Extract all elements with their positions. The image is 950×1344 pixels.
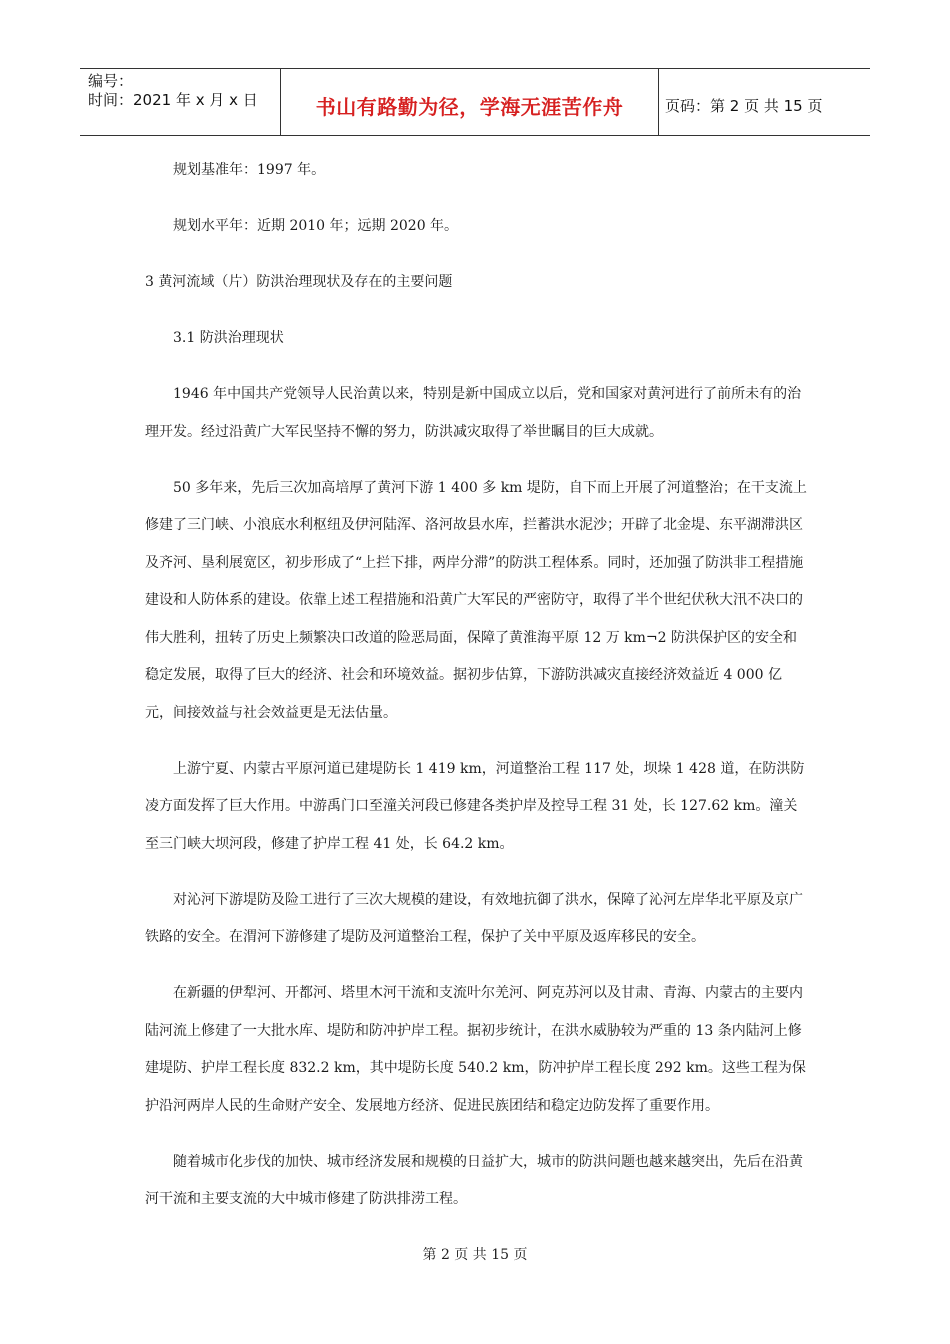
paragraph-2: 50 多年来，先后三次加高培厚了黄河下游 1 400 多 km 堤防，自下而上开展了河道整治；在干支流上修建了三门峡、小浪底水利枢纽及伊河陆浑、洛河故县水库，拦蓄洪水泥沙；开辟了北金堤、东平湖滞洪区及齐河、垦利展宽区，初步形成了“上拦下排，两岸分滞”的防洪工程体系。同时，还加强了防洪非工程措施建设和人防体系的建设。依靠上述工程措施和沿黄广大军民的严密防守，取得了半个世纪伏秋大汛不决口的伟大胜利，扭转了历史上频繁决口改道的险恶局面，保障了黄淮海平原 12 万 km¬2 防洪保护区的安全和稳定发展，取得了巨大的经济、社会和环境效益。据初步估算，下游防洪减灾直接经济效益近 4 000 亿元，间接效益与社会效益更是无法估量。 [145, 479, 807, 721]
base-year-line: 规划基准年：1997 年。 [173, 162, 326, 178]
document-body [145, 152, 807, 1219]
header-page-number: 页码：第 2 页 共 15 页 [665, 96, 823, 115]
paragraph-6: 随着城市化步伐的加快、城市经济发展和规模的日益扩大，城市的防洪问题也越来越突出，先后在沿黄河干流和主要支流的大中城市修建了防洪排涝工程。 [145, 1153, 803, 1207]
section-heading-3-1: 3.1 防洪治理现状 [173, 330, 284, 346]
header-meta [80, 69, 281, 135]
paragraph-3: 上游宁夏、内蒙古平原河道已建堤防长 1 419 km，河道整治工程 117 处，坝垛 1 428 道，在防洪防凌方面发挥了巨大作用。中游禹门口至潼关河段已修建各类护岸及控导工程 31 处，长 127.62 km。潼关至三门峡大坝河段，修建了护岸工程 41 处，长 64.2 km。 [145, 760, 805, 852]
paragraph-5: 在新疆的伊犁河、开都河、塔里木河干流和支流叶尔羌河、阿克苏河以及甘肃、青海、内蒙古的主要内陆河流上修建了一大批水库、堤防和防冲护岸工程。据初步统计，在洪水威胁较为严重的 13 条内陆河上修建堤防、护岸工程长度 832.2 km，其中堤防长度 540.2 km，防冲护岸工程长度 292 km。这些工程为保护沿河两岸人民的生命财产安全、发展地方经济、促进民族团结和稳定边防发挥了重要作用。 [145, 985, 806, 1114]
paragraph-1: 1946 年中国共产党领导人民治黄以来，特别是新中国成立以后，党和国家对黄河进行了前所未有的治理开发。经过沿黄广大军民坚持不懈的努力，防洪减灾取得了举世瞩目的巨大成就。 [145, 386, 802, 440]
document-number-label: 编号： [88, 72, 134, 90]
paragraph-4: 对沁河下游堤防及险工进行了三次大规模的建设，有效地抗御了洪水，保障了沁河左岸华北平原及京广铁路的安全。在渭河下游修建了堤防及河道整治工程，保护了关中平原及返库移民的安全。 [145, 891, 803, 945]
target-year-line: 规划水平年：近期 2010 年；远期 2020 年。 [173, 218, 459, 234]
document-date: 时间：2021 年 x 月 x 日 [88, 91, 258, 109]
header-motto: 书山有路勤为径，学海无涯苦作舟 [281, 69, 659, 135]
page-header [80, 68, 870, 136]
page-footer: 第 2 页 共 15 页 [422, 1247, 528, 1263]
section-heading-3: 3 黄河流域（片）防洪治理现状及存在的主要问题 [145, 274, 453, 290]
